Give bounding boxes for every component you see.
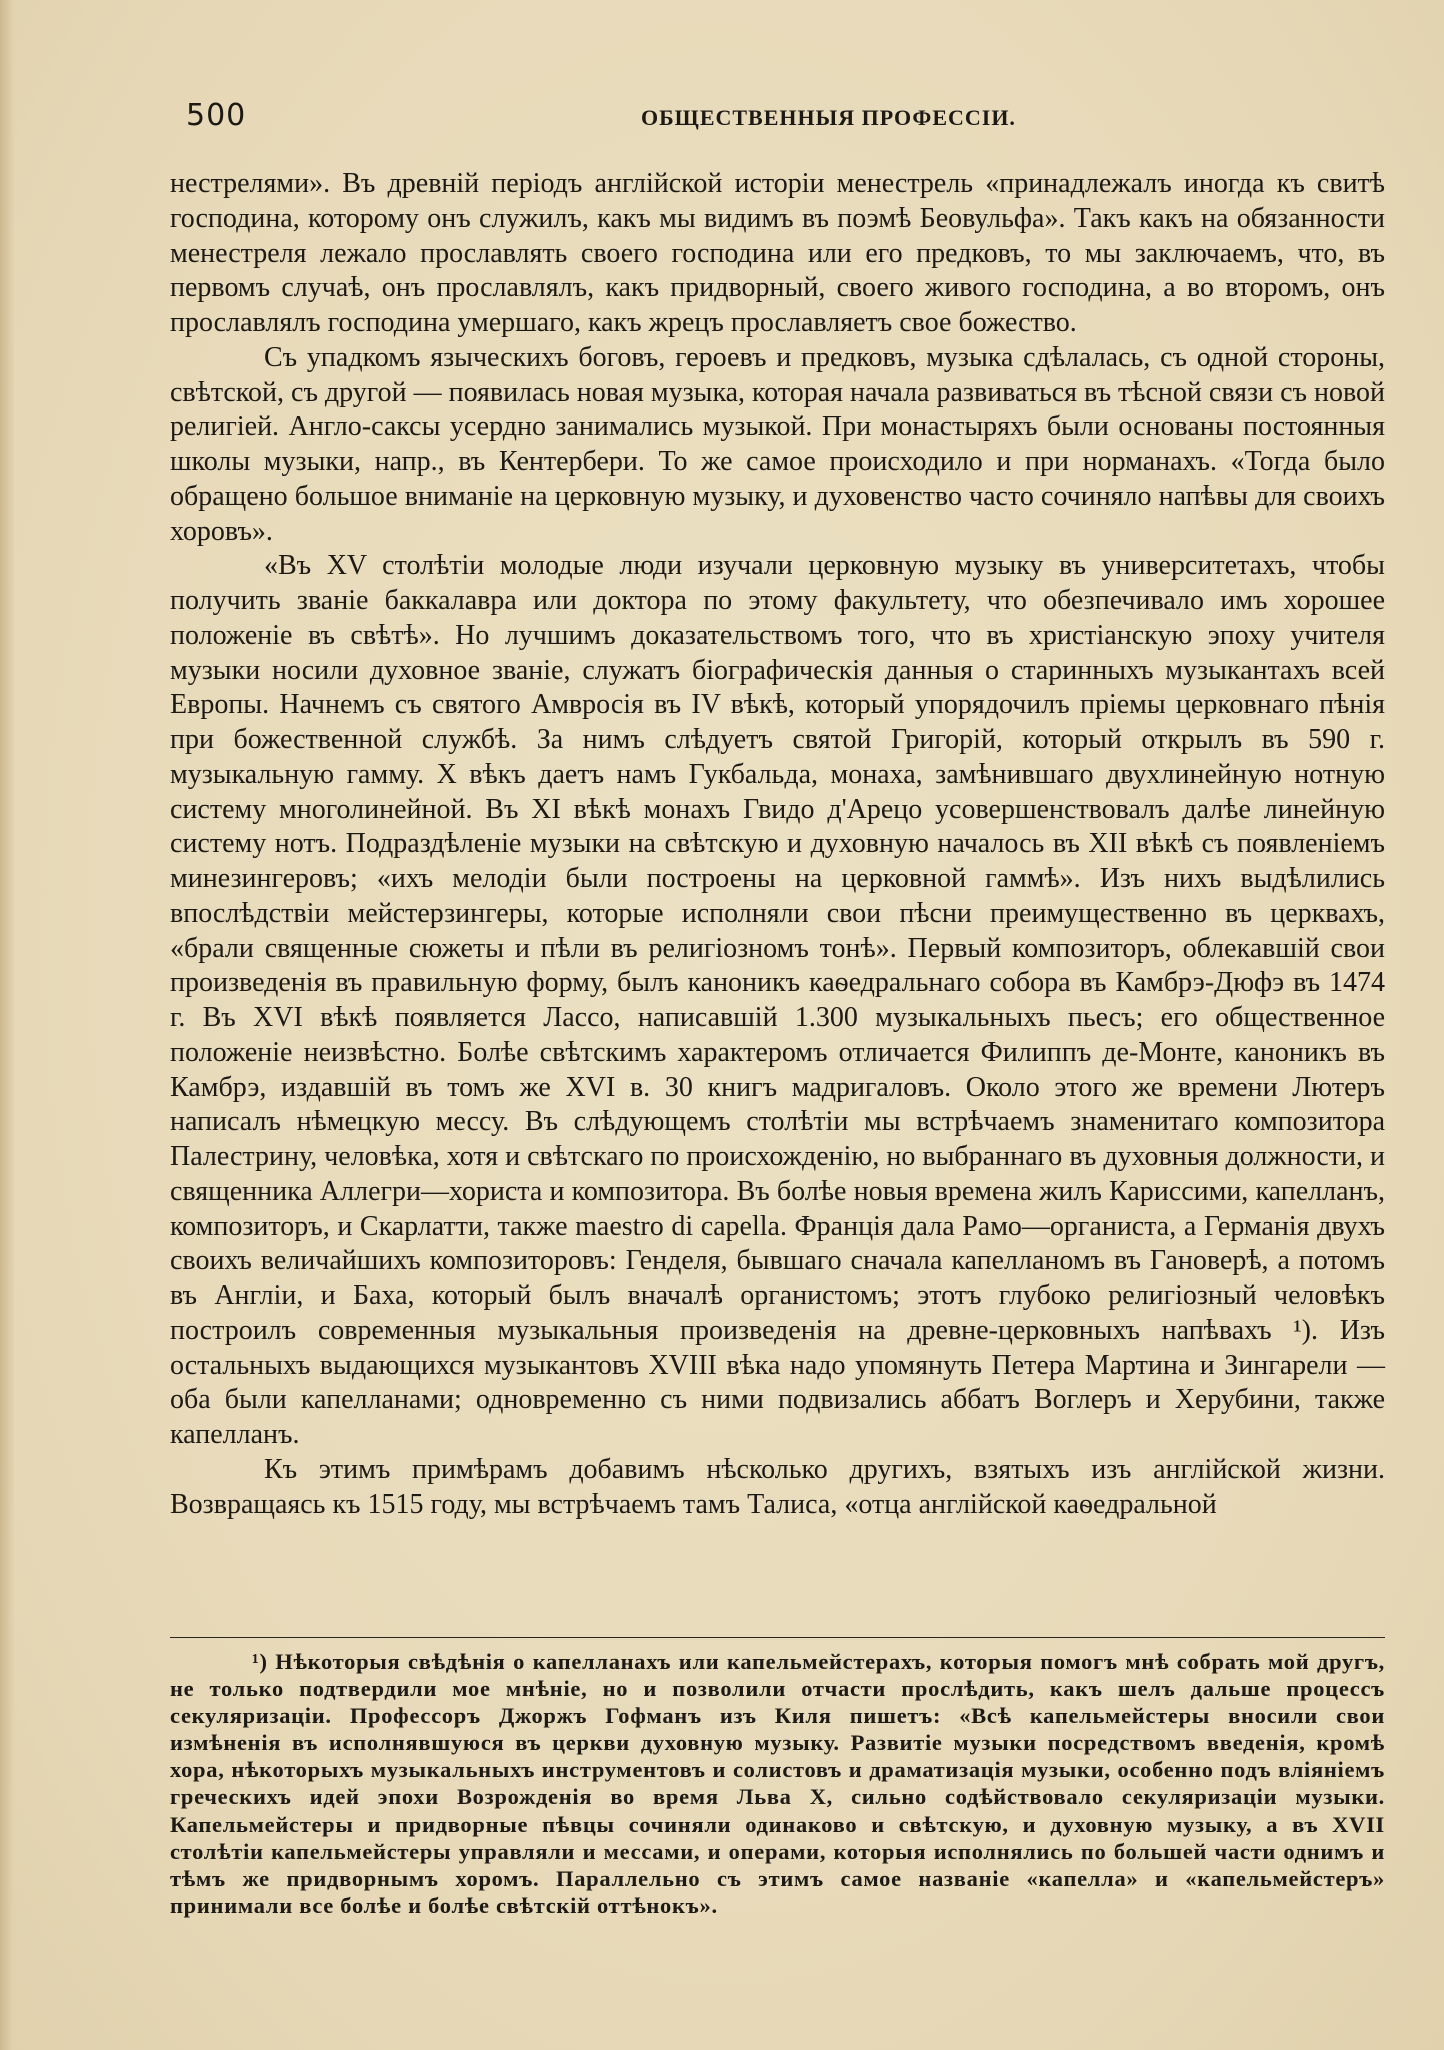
- paragraph-3: «Въ XV столѣтіи молодые люди изучали церковную музыку въ университетахъ, чтобы получить званіе баккалавра или доктора по этому факультету, что обезпечивало имъ хорошее положеніе въ свѣтѣ». Но лучшимъ доказательствомъ того, что въ христіанскую эпоху учителя музыки носили духовное званіе, служатъ біографическія данныя о старинныхъ музыкантахъ всей Европы. Начнемъ съ святого Амвросія въ IV вѣкѣ, который упорядочилъ пріемы церковнаго пѣнія при божественной службѣ. За нимъ слѣдуетъ святой Григорій, который открылъ въ 590 г. музыкальную гамму. X вѣкъ даетъ намъ Гукбальда, монаха, замѣнившаго двухлинейную нотную систему многолинейной. Въ XI вѣкѣ монахъ Гвидо д'Арецо усовершенствовалъ далѣе линейную систему нотъ. Подраздѣленіе музыки на свѣтскую и духовную началось въ XII вѣкѣ съ появленіемъ минезингеровъ; «ихъ мелодіи были построены на церковной гаммѣ». Изъ нихъ выдѣлились впослѣдствіи мейстерзингеры, которые исполняли свои пѣсни преимущественно въ церквахъ, «брали священные сюжеты и пѣли въ религіозномъ тонѣ». Первый композиторъ, облекавшій свои произведенія въ правильную форму, былъ каноникъ каѳедральнаго собора въ Камбрэ-Дюфэ въ 1474 г. Въ XVI вѣкѣ появляется Лассо, написавшій 1.300 музыкальныхъ пьесъ; его общественное положеніе неизвѣстно. Болѣе свѣтскимъ характеромъ отличается Филиппъ де-Монте, каноникъ въ Камбрэ, издавшій въ томъ же XVI в. 30 книгъ мадригаловъ. Около этого же времени Лютеръ написалъ нѣмецкую мессу. Въ слѣдующемъ столѣтіи мы встрѣчаемъ знаменитаго композитора Палестрину, человѣка, хотя и свѣтскаго по происхожденію, но выбраннаго въ духовныя должности, и священника Аллегри—хориста и композитора. Въ болѣе новыя времена жилъ Кариссими, капелланъ, композиторъ, и Скарлатти, также maestro di capella. Франція дала Рамо—органиста, а Германія двухъ своихъ величайшихъ композиторовъ: Генделя, бывшаго сначала капелланомъ въ Гановерѣ, а потомъ въ Англіи, и Баха, который былъ вначалѣ органистомъ; этотъ глубоко религіозный человѣкъ построилъ современныя музыкальныя произведенія на древне-церковныхъ напѣвахъ ¹). Изъ остальныхъ выдающихся музыкантовъ XVIII вѣка надо упомянуть Петера Мартина и Зингарели — оба были капелланами; одновременно съ ними подвизались аббатъ Воглеръ и Херубини, также капелланъ.: [170, 550, 1385, 1450]
- page-header: [186, 98, 1376, 138]
- footnote-divider: [170, 1637, 1385, 1638]
- paragraph-1: нестрелями». Въ древній періодъ англійской исторіи менестрель «принадлежалъ иногда къ свитѣ господина, которому онъ служилъ, какъ мы видимъ въ поэмѣ Беовульфа». Такъ какъ на обязанности менестреля лежало прославлять своего господина или его предковъ, то мы заключаемъ, что, въ первомъ случаѣ, онъ прославлялъ, какъ придворный, своего живого господина, а во второмъ, онъ прославлялъ господина умершаго, какъ жрецъ прославляетъ свое божество.: [170, 168, 1385, 338]
- body-text: [170, 167, 1385, 1522]
- page-number: 500: [186, 98, 247, 133]
- paragraph-4: Къ этимъ примѣрамъ добавимъ нѣсколько другихъ, взятыхъ изъ англійской жизни. Возвращаясь къ 1515 году, мы встрѣчаемъ тамъ Талиса, «отца англійской каѳедральной: [170, 1453, 1385, 1520]
- page-gutter: [0, 0, 14, 2050]
- running-head: ОБЩЕСТВЕННЫЯ ПРОФЕССІИ.: [641, 105, 1016, 130]
- paragraph-2: Съ упадкомъ языческихъ боговъ, героевъ и предковъ, музыка сдѣлалась, съ одной стороны, свѣтской, съ другой — появилась новая музыка, которая начала развиваться въ тѣсной связи съ новой религіей. Англо-саксы усердно занимались музыкой. При монастыряхъ были основаны постоянныя школы музыки, напр., въ Кентербери. То же самое происходило и при норманахъ. «Тогда было обращено большое вниманіе на церковную музыку, и духовенство часто сочиняло напѣвы для своихъ хоровъ».: [170, 341, 1385, 547]
- footnote: [170, 1648, 1385, 1919]
- footnote-text: ¹) Нѣкоторыя свѣдѣнія о капелланахъ или капельмейстерахъ, которыя помогъ мнѣ собрать мой другъ, не только подтвердили мое мнѣніе, но и позволили отчасти прослѣдить, какъ шелъ дальше процессъ секуляризаціи. Профессоръ Джоржъ Гофманъ изъ Киля пишетъ: «Всѣ капельмейстеры вносили свои измѣненія въ исполнявшуюся въ церкви духовную музыку. Развитіе музыки посредствомъ введенія, кромѣ хора, нѣкоторыхъ музыкальныхъ инструментовъ и солистовъ и драматизація музыки, особенно подъ вліяніемъ греческихъ идей эпохи Возрожденія во время Льва X, сильно содѣйствовало секуляризаціи музыки. Капельмейстеры и придворные пѣвцы сочиняли одинаково и свѣтскую, и духовную музыку, а въ XVII столѣтіи капельмейстеры управляли и мессами, и операми, которыя исполнялись по большей части однимъ и тѣмъ же придворнымъ хоромъ. Параллельно съ этимъ самое названіе «капелла» и «капельмейстеръ» принимали все болѣе и болѣе свѣтскій оттѣнокъ».: [170, 1649, 1385, 1918]
